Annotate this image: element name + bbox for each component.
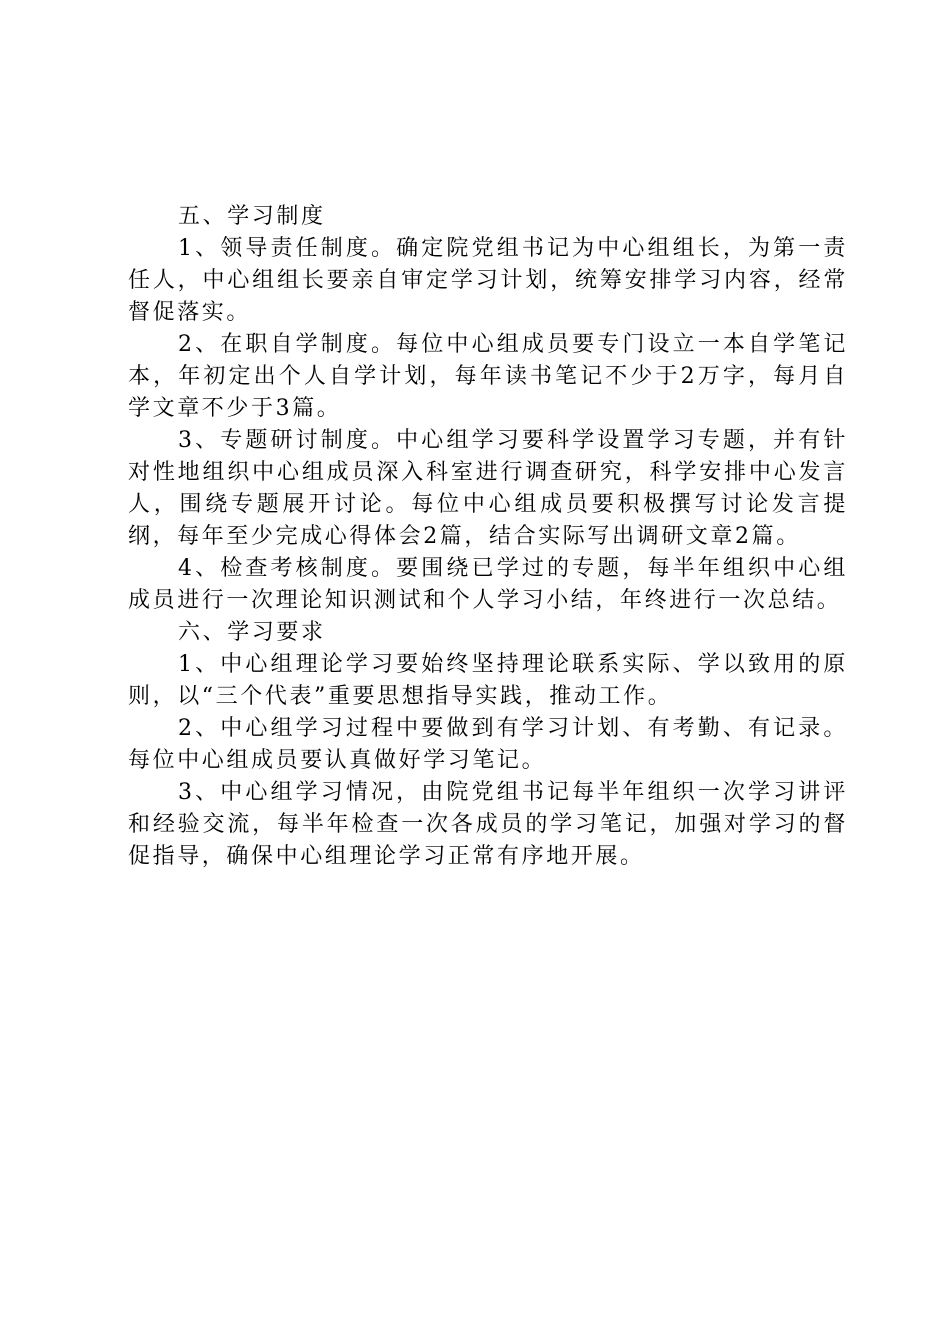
paragraph-topic-research: 3、专题研讨制度。中心组学习要科学设置学习专题，并有针对性地组织中心组成员深入科室进行调查研究，科学安排中心发言人，围绕专题展开讨论。每位中心组成员要积极撰写讨论发言提纲，每年至少完成心得体会2篇，结合实际写出调研文章2篇。 (128, 428, 848, 549)
paragraph-leadership-responsibility: 1、领导责任制度。确定院党组书记为中心组组长，为第一责任人，中心组组长要亲自审定学习计划，统筹安排学习内容，经常督促落实。 (128, 236, 848, 325)
paragraph-theory-practice: 1、中心组理论学习要始终坚持理论联系实际、学以致用的原则，以“三个代表”重要思想指导实践，推动工作。 (128, 652, 848, 709)
document-page (128, 201, 848, 873)
paragraph-study-review: 3、中心组学习情况，由院党组书记每半年组织一次学习讲评和经验交流，每半年检查一次各成员的学习笔记，加强对学习的督促指导，确保中心组理论学习正常有序地开展。 (128, 780, 848, 869)
paragraph-study-process: 2、中心组学习过程中要做到有学习计划、有考勤、有记录。每位中心组成员要认真做好学习笔记。 (128, 716, 848, 773)
paragraph-inspection-assessment: 4、检查考核制度。要围绕已学过的专题，每半年组织中心组成员进行一次理论知识测试和个人学习小结，年终进行一次总结。 (128, 556, 848, 613)
section-heading-study-requirements: 六、学习要求 (178, 620, 326, 645)
paragraph-self-study: 2、在职自学制度。每位中心组成员要专门设立一本自学笔记本，年初定出个人自学计划，每年读书笔记不少于2万字，每月自学文章不少于3篇。 (128, 332, 848, 421)
section-heading-study-system: 五、学习制度 (178, 204, 326, 229)
